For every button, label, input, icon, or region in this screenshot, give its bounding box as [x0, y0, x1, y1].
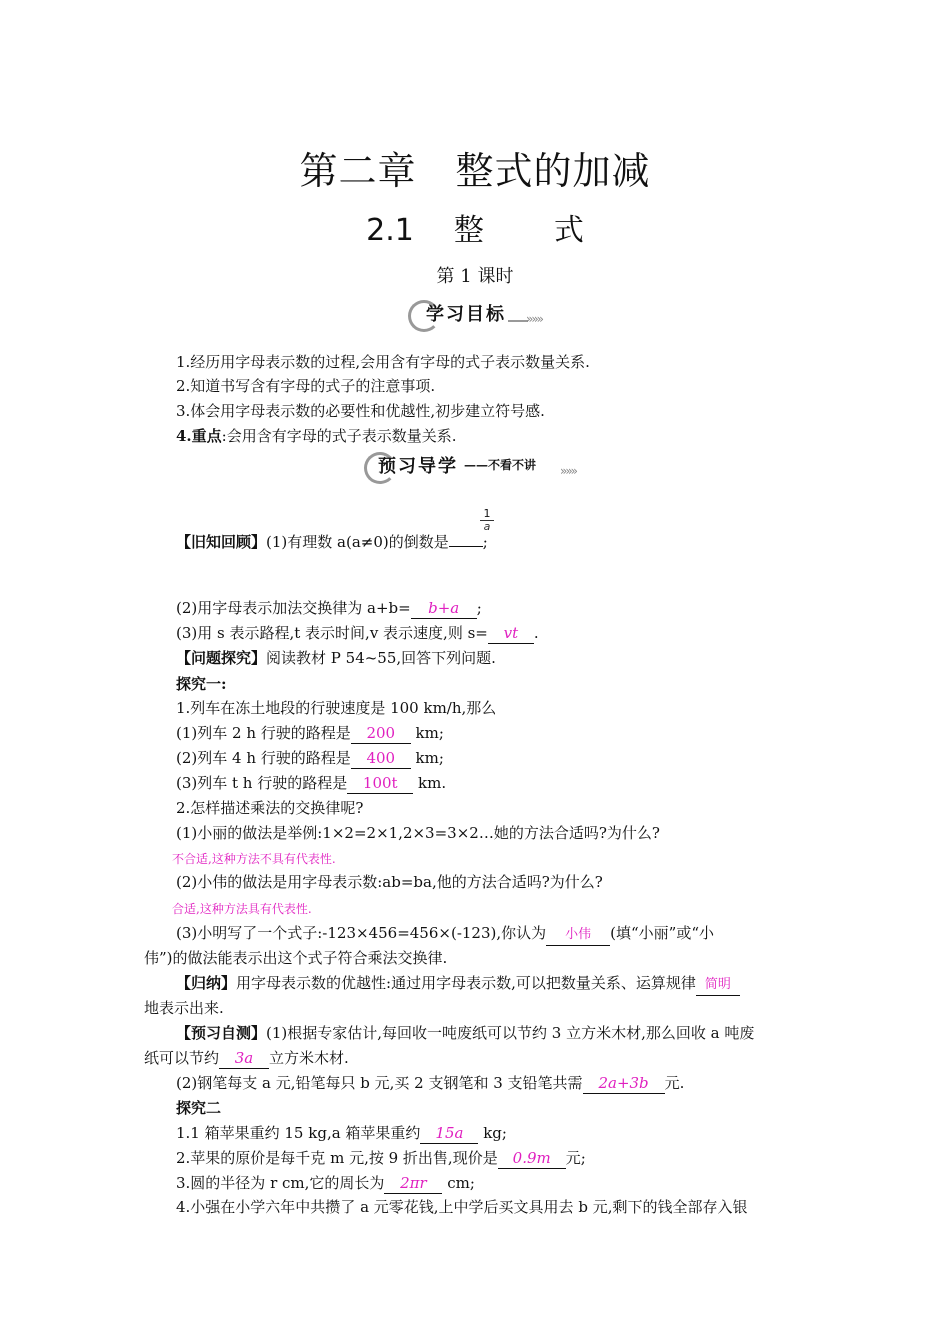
section-char-2: 式	[553, 213, 584, 248]
self-test-q2-unit: 元.	[664, 1074, 685, 1092]
review-text: (1)有理数 a(a≠0)的倒数是	[266, 533, 449, 551]
p2c-text-2: (填“小丽”或“小	[610, 924, 714, 942]
goal-4	[176, 426, 457, 446]
e2	[176, 1148, 586, 1169]
p2b-answer: 合适,这种方法具有代表性.	[172, 902, 312, 916]
p2a: (1)小丽的做法是举例:1×2=2×1,2×3=3×2…她的方法合适吗?为什么?	[176, 824, 660, 842]
p1a-text: (1)列车 2 h 行驶的路程是	[176, 724, 351, 742]
preview-banner	[364, 450, 594, 484]
fraction-denominator: a	[480, 520, 494, 533]
e3	[176, 1173, 475, 1194]
part1-heading: 探究一:	[176, 675, 227, 693]
e1-text: 1.1 箱苹果重约 15 kg,a 箱苹果重约	[176, 1124, 421, 1142]
chevrons-icon: »»»	[526, 312, 543, 326]
p1b-text: (2)列车 4 h 行驶的路程是	[176, 749, 351, 767]
self-test-q2-text: (2)钢笔每支 a 元,铅笔每只 b 元,买 2 支钢笔和 3 支铅笔共需	[176, 1074, 583, 1092]
e1	[176, 1123, 507, 1144]
goal-1: 1.经历用字母表示数的过程,会用含有字母的式子表示数量关系.	[176, 353, 590, 371]
section-title	[0, 205, 950, 249]
p2a-answer: 不合适,这种方法不具有代表性.	[172, 852, 336, 866]
p1b-unit: km;	[415, 749, 444, 767]
goal-4-label: 4.重点	[176, 427, 222, 445]
q2-answer: b+a	[411, 598, 477, 619]
q2-text: (2)用字母表示加法交换律为 a+b=	[176, 599, 411, 617]
p1c-answer: 100t	[347, 773, 413, 794]
goal-2: 2.知道书写含有字母的式子的注意事项.	[176, 377, 436, 395]
banner-line	[508, 320, 528, 322]
p2c	[176, 923, 714, 946]
p1c	[176, 773, 446, 794]
review-blank	[449, 546, 483, 547]
e4: 4.小强在小学六年中共攒了 a 元零花钱,上中学后买文具用去 b 元,剩下的钱全部存入银	[176, 1198, 748, 1216]
goal-4-text: :会用含有字母的式子表示数量关系.	[221, 427, 457, 445]
e2-text: 2.苹果的原价是每千克 m 元,按 9 折出售,现价是	[176, 1149, 498, 1167]
chapter-title: 第二章 整式的加减	[299, 149, 651, 193]
goal-3: 3.体会用字母表示数的必要性和优越性,初步建立符号感.	[176, 402, 545, 420]
p2c-answer: 小伟	[546, 925, 610, 946]
self-test-cont	[144, 1048, 349, 1069]
p1a-answer: 200	[351, 723, 411, 744]
summary-text: 用字母表示数的优越性:通过用字母表示数,可以把数量关系、运算规律	[236, 974, 696, 992]
e3-unit: cm;	[447, 1174, 475, 1192]
self-test-text: (1)根据专家估计,每回收一吨废纸可以节约 3 立方米木材,那么回收 a 吨废	[266, 1024, 755, 1042]
p1a-unit: km;	[415, 724, 444, 742]
self-test-line	[176, 1023, 754, 1043]
p1: 1.列车在冻土地段的行驶速度是 100 km/h,那么	[176, 699, 497, 717]
e1-answer: 15a	[420, 1123, 478, 1144]
section-number: 2.1	[366, 213, 414, 248]
p2: 2.怎样描述乘法的交换律呢?	[176, 799, 364, 817]
summary-cont: 地表示出来.	[144, 999, 224, 1017]
summary-label: 【归纳】	[176, 974, 237, 992]
e3-answer: 2πr	[384, 1173, 442, 1194]
p1c-text: (3)列车 t h 行驶的路程是	[176, 774, 348, 792]
section-char-1: 整	[453, 213, 484, 248]
p1a	[176, 723, 444, 744]
q3-text: (3)用 s 表示路程,t 表示时间,v 表示速度,则 s=	[176, 624, 488, 642]
lesson-label: 第 1 课时	[436, 266, 514, 287]
review-label: 【旧知回顾】	[176, 533, 267, 551]
learning-goals-banner	[408, 298, 548, 332]
banner-label: 学习目标	[426, 304, 506, 325]
banner-label: 预习导学	[378, 456, 458, 477]
explore-line	[176, 648, 496, 668]
p2c-text: (3)小明写了一个式子:-123×456=456×(-123),你认为	[176, 924, 547, 942]
summary-answer: 简明	[696, 975, 740, 996]
fraction-answer	[480, 508, 494, 533]
self-test-label: 【预习自测】	[176, 1024, 267, 1042]
e2-answer: 0.9m	[498, 1148, 566, 1169]
e3-text: 3.圆的半径为 r cm,它的周长为	[176, 1174, 385, 1192]
q3-answer: vt	[488, 623, 534, 644]
p1b-answer: 400	[351, 748, 411, 769]
part2-heading: 探究二	[176, 1099, 222, 1117]
p2c-cont: 伟”)的做法能表示出这个式子符合乘法交换律.	[144, 949, 448, 967]
e1-unit: kg;	[483, 1124, 507, 1142]
self-test-q2	[176, 1073, 684, 1094]
p2b: (2)小伟的做法是用字母表示数:ab=ba,他的方法合适吗?为什么?	[176, 873, 603, 891]
summary-line	[176, 973, 740, 996]
self-test-text-3: 立方米木材.	[269, 1049, 349, 1067]
e2-unit: 元;	[565, 1149, 586, 1167]
explore-label: 【问题探究】	[176, 649, 267, 667]
p1c-unit: km.	[418, 774, 447, 792]
explore-text: 阅读教材 P 54~55,回答下列问题.	[266, 649, 496, 667]
review-line: 【旧知回顾】(1)有理数 a(a≠0)的倒数是 ;	[176, 533, 488, 551]
self-test-answer-2: 2a+3b	[583, 1073, 665, 1094]
self-test-text-2: 纸可以节约	[144, 1049, 220, 1067]
review-q2: (2)用字母表示加法交换律为 a+b= b+a ;	[176, 599, 482, 617]
self-test-answer-1: 3a	[219, 1048, 269, 1069]
banner-subtitle: ——不看不讲	[464, 458, 537, 472]
fraction-numerator: 1	[483, 507, 491, 520]
chevrons-icon: »»»	[560, 464, 577, 478]
review-q3: (3)用 s 表示路程,t 表示时间,v 表示速度,则 s= vt .	[176, 624, 539, 642]
p1b	[176, 748, 444, 769]
